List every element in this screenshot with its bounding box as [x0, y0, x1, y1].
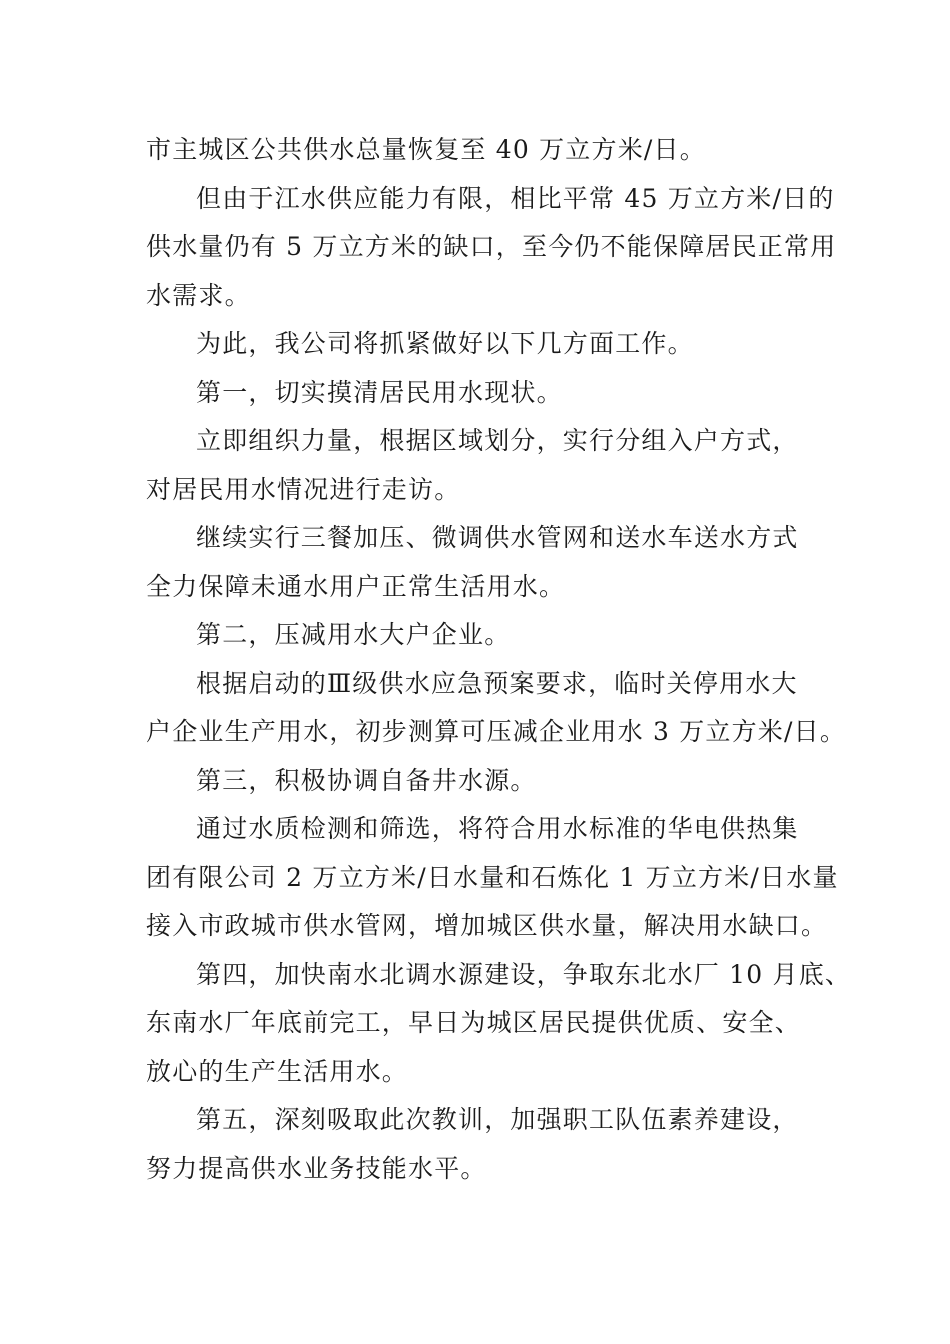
text-line: 第三，积极协调自备井水源。: [196, 765, 537, 795]
text-line: 根据启动的Ⅲ级供水应急预案要求，临时关停用水大: [196, 668, 798, 698]
heading-third-measure: [146, 757, 846, 806]
text-line: 但由于江水供应能力有限，相比平常 45 万立方米/日的: [196, 183, 835, 213]
text-line: 水需求。: [146, 280, 251, 310]
text-line: 继续实行三餐加压、微调供水管网和送水车送水方式: [196, 523, 799, 552]
text-line: 努力提高供水业务技能水平。: [146, 1153, 487, 1183]
paragraph-household-visits: [146, 417, 846, 514]
text-line: 市主城区公共供水总量恢复至 40 万立方米/日。: [146, 135, 706, 164]
paragraph-pressure-delivery: [146, 514, 846, 611]
text-line: 通过水质检测和筛选，将符合用水标准的华电供热集: [196, 814, 799, 843]
heading-first-measure: [146, 369, 846, 418]
paragraph-well-sources: [146, 805, 846, 951]
document-body: [146, 126, 852, 1193]
heading-fourth-measure: [146, 951, 852, 1097]
text-line: 供水量仍有 5 万立方米的缺口，至今仍不能保障居民正常用: [146, 232, 837, 261]
text-line: 立即组织力量，根据区域划分，实行分组入户方式，: [196, 426, 799, 455]
paragraph-water-supply-restored: [146, 126, 846, 175]
paragraph-work-intro: [146, 320, 846, 369]
paragraph-supply-shortfall: [146, 175, 846, 321]
text-line: 第一，切实摸清居民用水现状。: [196, 377, 563, 407]
text-line: 团有限公司 2 万立方米/日水量和石炼化 1 万立方米/日水量: [146, 862, 839, 892]
text-line: 为此，我公司将抓紧做好以下几方面工作。: [196, 329, 694, 358]
text-line: 接入市政城市供水管网，增加城区供水量，解决用水缺口。: [146, 911, 828, 940]
text-line: 第二，压减用水大户企业。: [196, 620, 511, 649]
text-line: 放心的生产生活用水。: [146, 1056, 409, 1086]
text-line: 第五，深刻吸取此次教训，加强职工队伍素养建设，: [196, 1105, 799, 1134]
text-line: 全力保障未通水用户正常生活用水。: [146, 571, 566, 601]
text-line: 户企业生产用水，初步测算可压减企业用水 3 万立方米/日。: [146, 717, 847, 746]
heading-fifth-measure: [146, 1096, 846, 1193]
text-line: 对居民用水情况进行走访。: [146, 474, 461, 504]
heading-second-measure: [146, 611, 846, 660]
text-line: 东南水厂年底前完工，早日为城区居民提供优质、安全、: [146, 1008, 802, 1037]
text-line: 第四，加快南水北调水源建设，争取东北水厂 10 月底、: [196, 959, 852, 989]
paragraph-enterprise-reduction: [146, 660, 846, 757]
